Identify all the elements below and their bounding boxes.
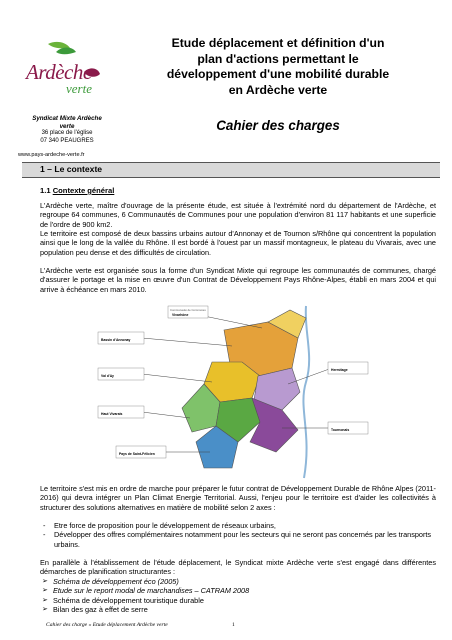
paragraph: L'Ardèche verte, maître d'ouvrage de la présente étude, est située à l'extrémité nord du département de l'Ardèche, et regroupe 64 communes, 6 Communautés de Communes pour une population d'environ 81 117 habitants et une superficie de l'ordre de 900 km2. (40, 201, 436, 229)
title-line: plan d'actions permettant le (197, 51, 359, 66)
title-line: en Ardèche verte (228, 82, 328, 97)
org-name-line1: Syndicat Mixte Ardèche (32, 115, 102, 122)
map-label: Tournonais (331, 428, 350, 432)
map-graphic (92, 302, 370, 482)
section-title: 1 – Le contexte (40, 164, 103, 174)
section-header (22, 162, 440, 178)
list-item: ➢ Etude sur le report modal de marchandises – CATRAM 2008 (42, 586, 250, 596)
list-item: ➢ Schéma de développement éco (2005) (42, 577, 179, 586)
org-address1: 36 place de l'église (41, 130, 93, 136)
paragraph: En parallèle à l'établissement de l'étude déplacement, le Syndicat mixte Ardèche verte s'est engagé dans différentes démarches de planification structurantes : (40, 558, 436, 577)
paragraph: Le territoire s'est mis en ordre de marche pour préparer le futur contrat de Développement Durable de Rhône Alpes (2011-2016) qui devra intégrer un Plan Climat Energie Territorial. Aussi, l'enjeu pour le territoire est d'aider les collectivités à structurer des solutions alternatives en matière de mobilité selon 2 axes : (40, 484, 436, 512)
list-item: ➢ Schéma de développement touristique durable (42, 595, 204, 605)
org-address2: 07 340 PEAUGRES (40, 137, 94, 144)
map-header-label: Communauté de Communes (170, 308, 206, 312)
demarches-list (40, 577, 436, 614)
list-item: - Etre force de proposition pour le développement de réseaux urbains, (43, 521, 276, 530)
map-label: Haut Vivarais (101, 412, 123, 416)
document-subtitle: Cahier des charges (216, 118, 340, 133)
map-label: Bassin d'Annonay (101, 338, 131, 342)
document-title (128, 36, 428, 98)
subsection-number: 1.1 (40, 186, 51, 195)
list-item: ➢ Bilan des gaz à effet de serre (42, 604, 148, 614)
organisation-block (8, 115, 126, 145)
list-item: - Développer des offres complémentaires notamment pour les secteurs qui ne seront pas concernés par les transports urbains. (43, 530, 432, 549)
paragraph: Le territoire est composé de deux bassins urbains autour d'Annonay et de Tournon s/Rhône qui concentrent la population ainsi que le long de la vallée du Rhône. Il est bordé à l'ouest par un massif montagneux, le plateau du Vivarais, avec une population peu dense et des difficultés de circulation. (40, 229, 436, 257)
map-label: Val d'Ay (101, 374, 114, 378)
org-website-link[interactable]: www.pays-ardeche-verte.fr (18, 152, 85, 158)
paragraph: L'Ardèche verte est organisée sous la forme d'un Syndicat Mixte qui regroupe les communautés de communes, chargé d'assurer le portage et la mise en œuvre d'un Contrat de Développement Pays Rhône-Alpes, établi en mars 2004 et qui arrive à échéance en mars 2010. (40, 266, 436, 294)
subsection-label: Contexte général (52, 186, 115, 195)
title-line: Etude déplacement et définition d'un (171, 36, 385, 50)
page-footer: Cahier des charge « Etude déplacement Ardèche verte (46, 622, 168, 628)
map-label: Vivarhône (172, 313, 189, 317)
title-line: développement d'une mobilité durable (166, 67, 390, 81)
subsection-title (40, 186, 114, 195)
axes-list (40, 521, 436, 549)
logo-sub: verte (66, 81, 92, 96)
territory-map (92, 302, 370, 482)
page-number: 1 (232, 622, 235, 628)
map-label: Pays de Saint-Félicien (119, 452, 155, 456)
ardeche-verte-logo (26, 38, 104, 100)
map-label: Hermitage (331, 368, 348, 372)
org-name-line2: verte (59, 122, 75, 130)
logo-word: Ardèche (26, 60, 92, 84)
